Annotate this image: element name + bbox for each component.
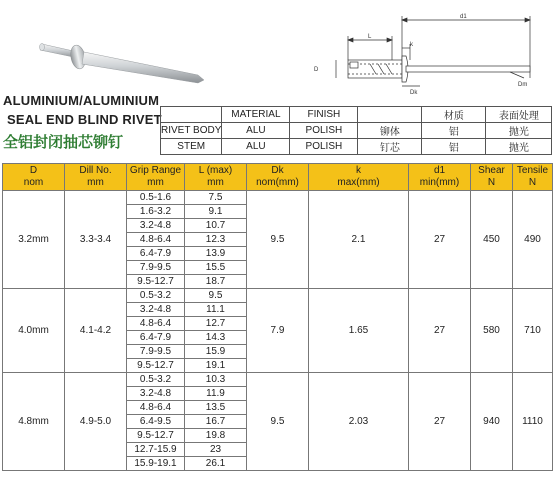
cell-grip-range: 6.4-7.9 (127, 247, 185, 261)
header-k (309, 164, 409, 191)
cell-l-max: 11.1 (185, 303, 247, 317)
cell-grip-range: 6.4-9.5 (127, 415, 185, 429)
cell-l-max: 10.7 (185, 219, 247, 233)
spec-header-row (3, 164, 553, 191)
cell-d1: 27 (409, 289, 471, 373)
cell-dk: 9.5 (247, 373, 309, 471)
cell-shear: 580 (471, 289, 513, 373)
header-unit: nom(mm) (256, 177, 299, 188)
header-grip-range (127, 164, 185, 191)
cell-d1: 27 (409, 373, 471, 471)
rivet-product-image (28, 30, 218, 90)
cell-grip-range: 9.5-12.7 (127, 275, 185, 289)
cell-grip-range: 4.8-6.4 (127, 401, 185, 415)
header-unit: mm (87, 177, 104, 188)
cell-tensile: 490 (513, 191, 553, 289)
cell-drill: 4.9-5.0 (65, 373, 127, 471)
material-cell: 铆体 (358, 123, 422, 139)
cell-shear: 940 (471, 373, 513, 471)
cell-l-max: 7.5 (185, 191, 247, 205)
header-label: D (29, 165, 38, 176)
header-label: k (356, 165, 361, 176)
header-l-max (185, 164, 247, 191)
material-cell: POLISH (290, 123, 358, 139)
material-header-cell (358, 107, 422, 123)
cell-l-max: 15.5 (185, 261, 247, 275)
cell-dk: 9.5 (247, 191, 309, 289)
header-unit: N (528, 177, 537, 188)
title-line-1: ALUMINIUM/ALUMINIUM (3, 93, 160, 108)
cell-grip-range: 9.5-12.7 (127, 429, 185, 443)
header-d (3, 164, 65, 191)
header-label: Grip Range (129, 165, 182, 176)
cell-tensile: 710 (513, 289, 553, 373)
header-dk (247, 164, 309, 191)
header-unit: nom (23, 177, 44, 188)
material-cell: 抛光 (486, 123, 552, 139)
cell-l-max: 14.3 (185, 331, 247, 345)
cell-l-max: 15.9 (185, 345, 247, 359)
header-d1 (409, 164, 471, 191)
cell-l-max: 9.1 (185, 205, 247, 219)
cell-grip-range: 3.2-4.8 (127, 219, 185, 233)
cell-l-max: 13.9 (185, 247, 247, 261)
cell-d: 4.0mm (3, 289, 65, 373)
cell-l-max: 23 (185, 443, 247, 457)
cell-dk: 7.9 (247, 289, 309, 373)
material-cell: POLISH (290, 139, 358, 155)
cell-k: 1.65 (309, 289, 409, 373)
table-row (3, 191, 553, 205)
material-cell: 铝 (422, 139, 486, 155)
material-cell: 钉芯 (358, 139, 422, 155)
cell-l-max: 19.1 (185, 359, 247, 373)
cell-d: 4.8mm (3, 373, 65, 471)
label-dk: Dk (410, 90, 418, 96)
cell-grip-range: 6.4-7.9 (127, 331, 185, 345)
material-row-stem (161, 139, 552, 155)
header-unit: mm (207, 177, 224, 188)
title-chinese: 全铝封闭抽芯铆钉 (3, 134, 124, 151)
label-d1: d1 (460, 14, 467, 20)
title-line-2: SEAL END BLIND RIVET (7, 112, 162, 127)
material-header-cell (161, 107, 222, 123)
cell-l-max: 19.8 (185, 429, 247, 443)
header-unit: max(mm) (337, 177, 380, 188)
material-header-cell: 表面处理 (486, 107, 552, 123)
material-header-cell: MATERIAL (222, 107, 290, 123)
header-unit: mm (147, 177, 164, 188)
cell-d1: 27 (409, 191, 471, 289)
header-unit: min(mm) (419, 177, 460, 188)
header-label: d1 (433, 165, 446, 176)
cell-grip-range: 9.5-12.7 (127, 359, 185, 373)
cell-grip-range: 4.8-6.4 (127, 233, 185, 247)
cell-k: 2.1 (309, 191, 409, 289)
table-row (3, 373, 553, 387)
cell-grip-range: 3.2-4.8 (127, 303, 185, 317)
cell-grip-range: 0.5-3.2 (127, 289, 185, 303)
material-cell: RIVET BODY (161, 123, 222, 139)
spec-table (2, 163, 553, 471)
cell-grip-range: 0.5-3.2 (127, 373, 185, 387)
cell-l-max: 26.1 (185, 457, 247, 471)
cell-grip-range: 4.8-6.4 (127, 317, 185, 331)
cell-l-max: 13.5 (185, 401, 247, 415)
header-label: Dill No. (79, 165, 112, 176)
cell-grip-range: 7.9-9.5 (127, 261, 185, 275)
cell-grip-range: 15.9-19.1 (127, 457, 185, 471)
cell-k: 2.03 (309, 373, 409, 471)
material-table (160, 106, 552, 155)
cell-l-max: 12.3 (185, 233, 247, 247)
cell-tensile: 1110 (513, 373, 553, 471)
label-k: k (410, 42, 413, 48)
cell-l-max: 9.5 (185, 289, 247, 303)
material-cell: 抛光 (486, 139, 552, 155)
header-label: Tensile (516, 165, 549, 176)
cell-l-max: 18.7 (185, 275, 247, 289)
cell-l-max: 16.7 (185, 415, 247, 429)
material-cell: STEM (161, 139, 222, 155)
cell-grip-range: 7.9-9.5 (127, 345, 185, 359)
material-header-row (161, 107, 552, 123)
cell-l-max: 10.3 (185, 373, 247, 387)
cell-grip-range: 3.2-4.8 (127, 387, 185, 401)
cell-l-max: 11.9 (185, 387, 247, 401)
header-label: Dk (271, 165, 284, 176)
cell-drill: 3.3-3.4 (65, 191, 127, 289)
header-label: Shear (478, 165, 505, 176)
label-l: L (368, 34, 372, 40)
cell-l-max: 12.7 (185, 317, 247, 331)
header-unit: N (487, 177, 496, 188)
rivet-technical-diagram (310, 8, 550, 98)
material-cell: ALU (222, 123, 290, 139)
cell-shear: 450 (471, 191, 513, 289)
table-row (3, 289, 553, 303)
material-header-cell: 材质 (422, 107, 486, 123)
header-drill (65, 164, 127, 191)
cell-grip-range: 1.6-3.2 (127, 205, 185, 219)
header-label: L (max) (198, 165, 233, 176)
label-d: D (314, 67, 319, 73)
material-header-cell: FINISH (290, 107, 358, 123)
material-cell: ALU (222, 139, 290, 155)
header-shear (471, 164, 513, 191)
cell-grip-range: 12.7-15.9 (127, 443, 185, 457)
cell-d: 3.2mm (3, 191, 65, 289)
material-row-rivet-body (161, 123, 552, 139)
label-dm: Dm (518, 82, 528, 88)
cell-drill: 4.1-4.2 (65, 289, 127, 373)
material-cell: 铝 (422, 123, 486, 139)
cell-grip-range: 0.5-1.6 (127, 191, 185, 205)
header-tensile (513, 164, 553, 191)
